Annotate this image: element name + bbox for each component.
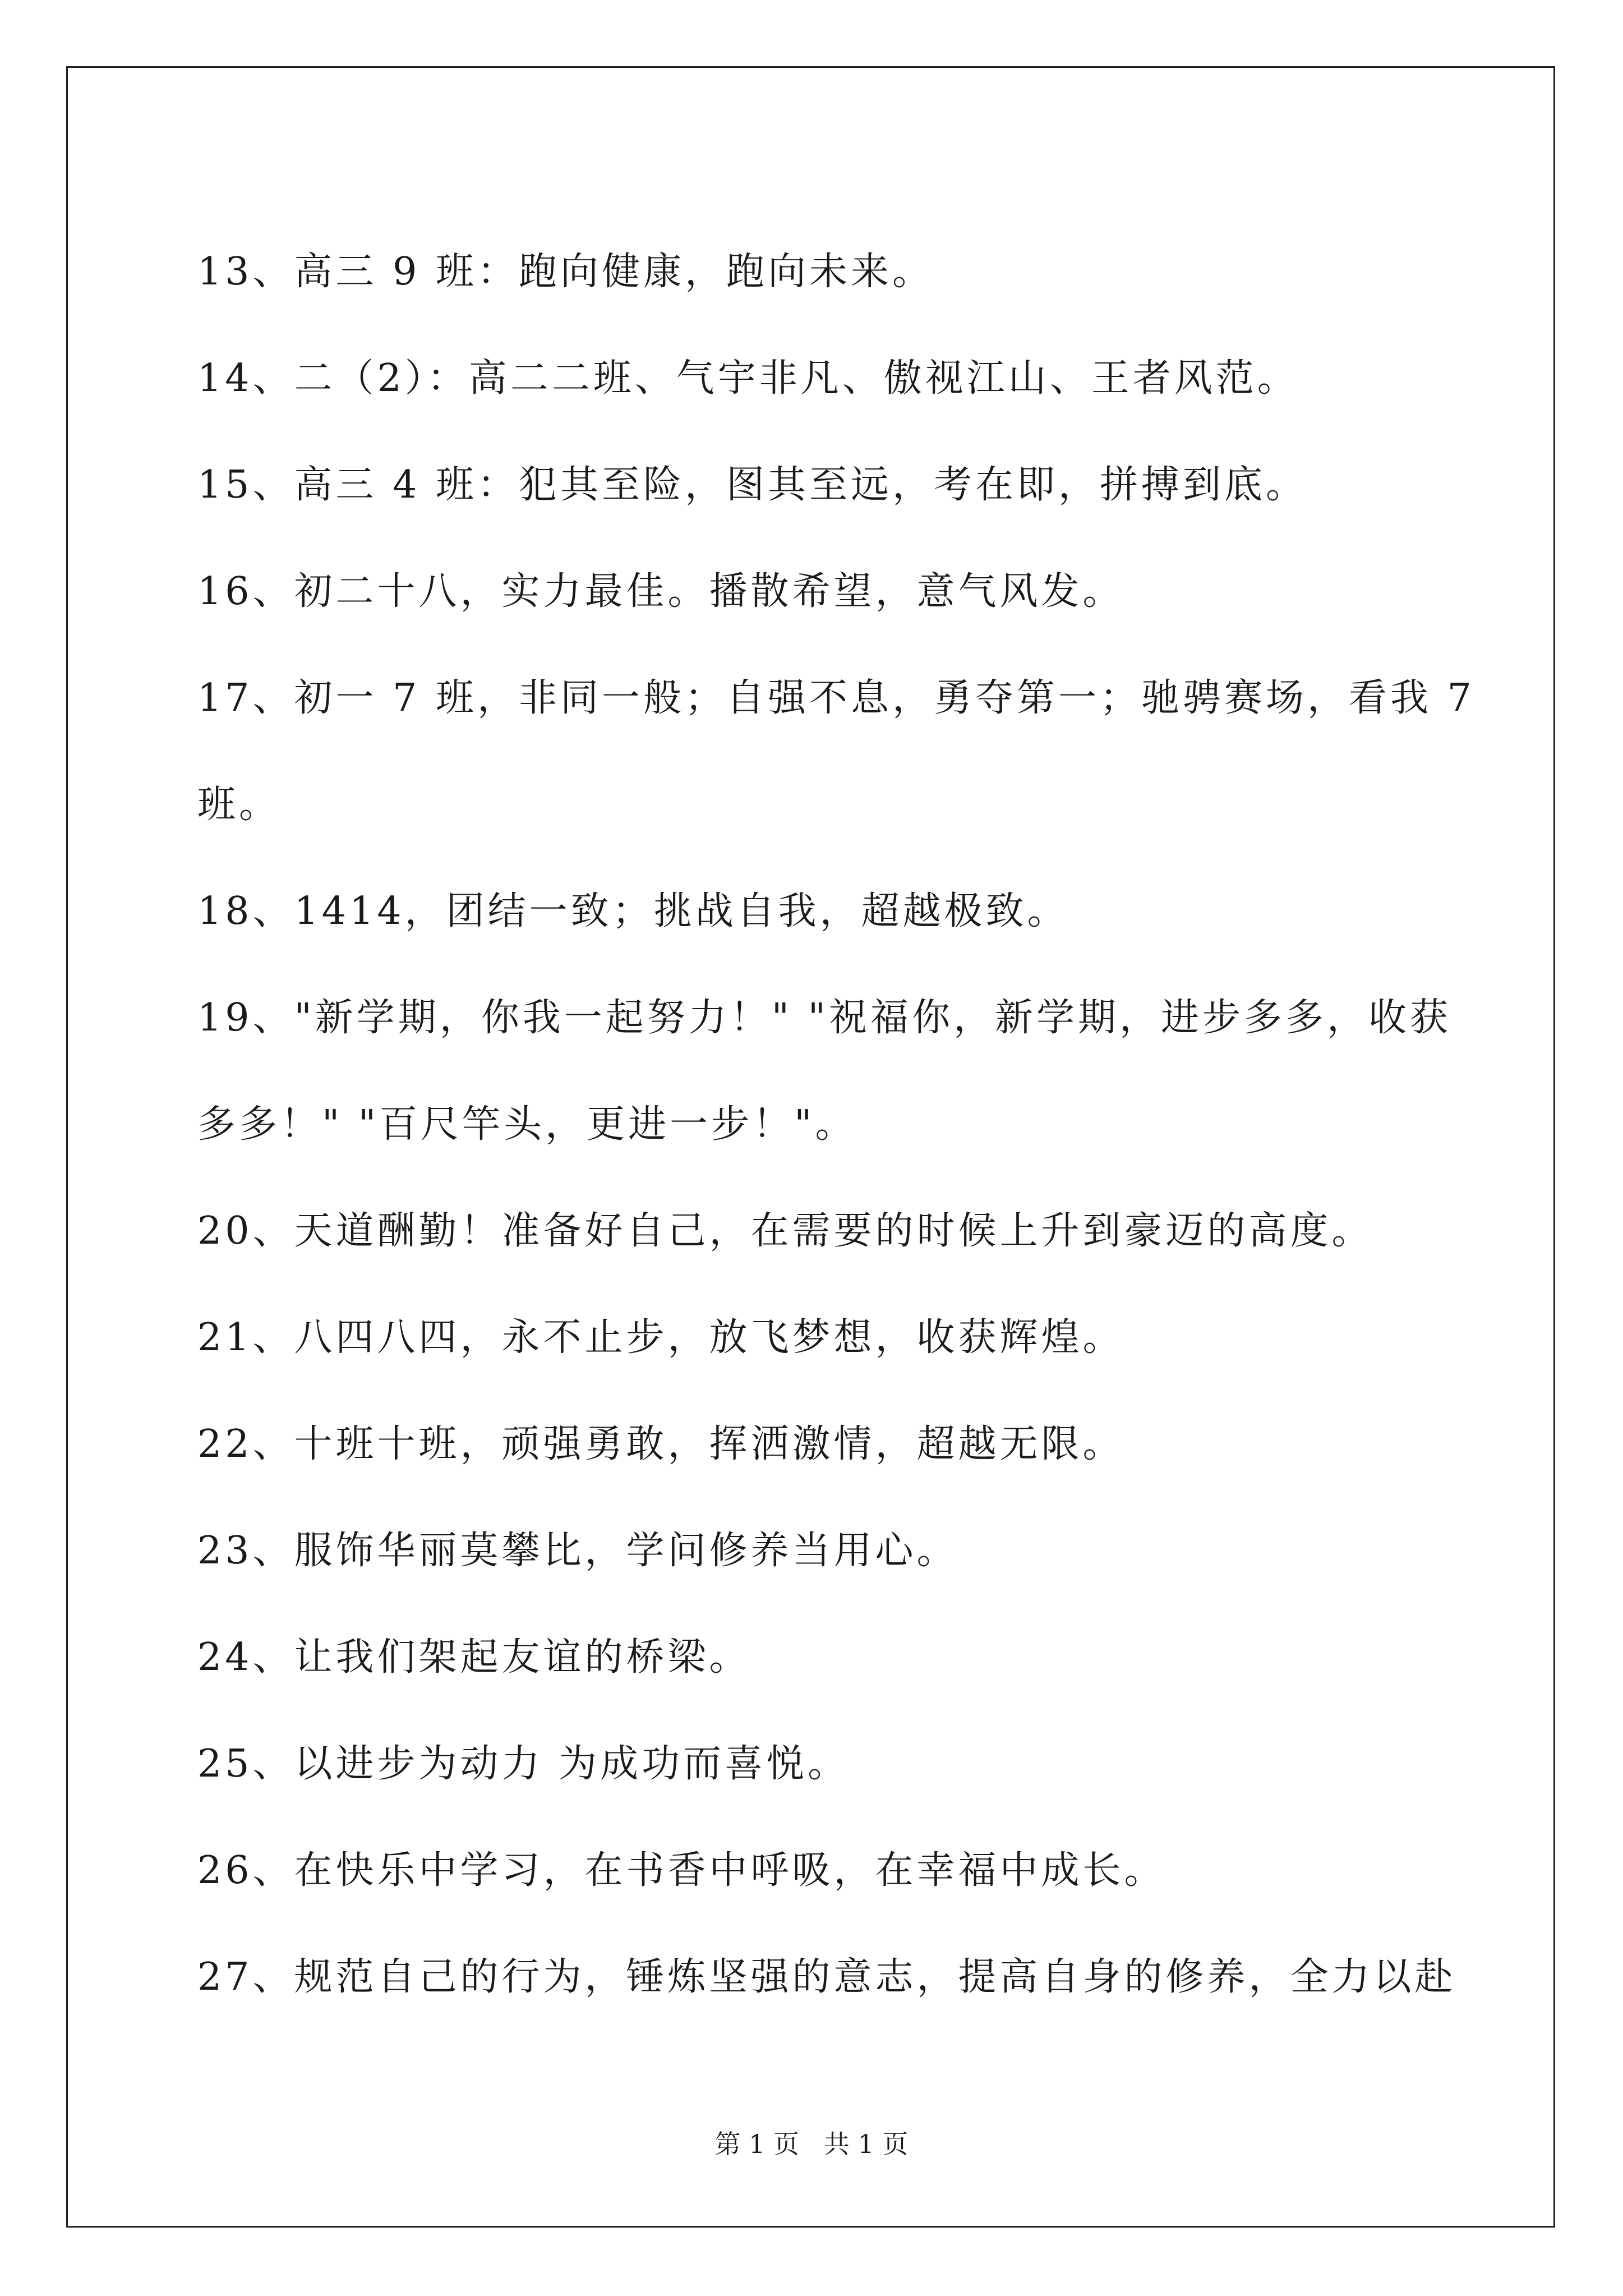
page-footer: 第 1 页 共 1 页 <box>714 2129 909 2159</box>
text-line: 26、在快乐中学习，在书香中呼吸，在幸福中成长。 <box>197 1848 1166 1893</box>
text-line: 20、天道酬勤！准备好自己，在需要的时候上升到豪迈的高度。 <box>197 1209 1373 1253</box>
text-line: 19、"新学期，你我一起努力！" "祝福你，新学期，进步多多，收获 <box>197 996 1451 1040</box>
text-line: 24、让我们架起友谊的桥梁。 <box>197 1635 751 1680</box>
text-line: 22、十班十班，顽强勇敢，挥洒激情，超越无限。 <box>197 1422 1124 1466</box>
text-line: 班。 <box>197 783 281 827</box>
text-line: 18、1414，团结一致；挑战自我，超越极致。 <box>197 889 1069 933</box>
document-body <box>197 219 1475 2031</box>
text-line: 15、高三 4 班：犯其至险，图其至远，考在即，拼搏到底。 <box>197 463 1308 507</box>
text-line: 25、以进步为动力 为成功而喜悦。 <box>197 1742 850 1786</box>
text-line: 16、初二十八，实力最佳。播散希望，意气风发。 <box>197 569 1124 614</box>
text-line: 17、初一 7 班，非同一般；自强不息，勇夺第一；驰骋赛场，看我 7 <box>197 676 1475 720</box>
text-line: 21、八四八四，永不止步，放飞梦想，收获辉煌。 <box>197 1315 1124 1360</box>
text-line: 14、二（2）：高二二班、气宇非凡、傲视江山、王者风范。 <box>197 356 1299 401</box>
text-line: 27、规范自己的行为，锤炼坚强的意志，提高自身的修养，全力以赴 <box>197 1955 1456 1999</box>
text-line: 多多！" "百尺竿头，更进一步！"。 <box>197 1102 857 1147</box>
text-line: 23、服饰华丽莫攀比，学问修养当用心。 <box>197 1529 958 1573</box>
text-line: 13、高三 9 班：跑向健康，跑向未来。 <box>197 250 934 294</box>
